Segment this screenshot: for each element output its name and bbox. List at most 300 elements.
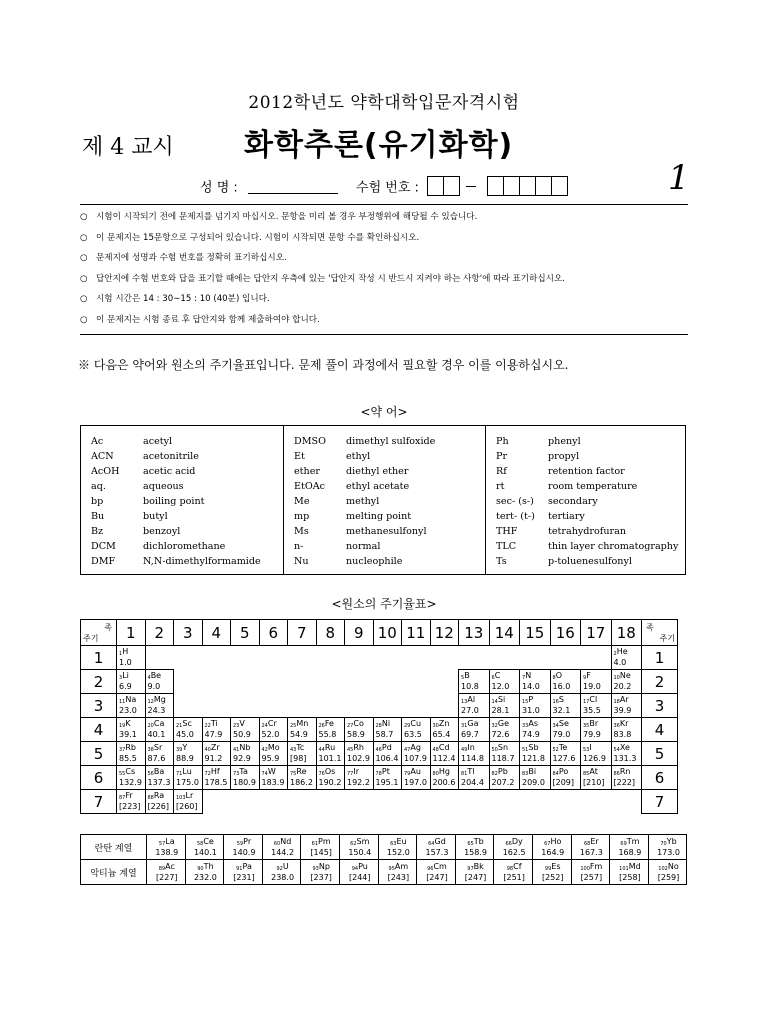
atomic-number: 29 bbox=[404, 723, 411, 729]
group-number: 11 bbox=[402, 620, 431, 646]
atomic-mass: 72.6 bbox=[491, 730, 510, 739]
element-cell bbox=[345, 766, 374, 790]
element-cell bbox=[174, 790, 203, 814]
atomic-number: 101 bbox=[619, 865, 629, 872]
period-header-label: 주기 bbox=[659, 633, 675, 643]
element-cell bbox=[610, 835, 649, 860]
atomic-mass: [209] bbox=[552, 778, 575, 787]
empty-gap bbox=[145, 646, 611, 670]
element-symbol: Rb bbox=[125, 743, 137, 752]
element-cell bbox=[430, 742, 459, 766]
abbreviation-row bbox=[486, 554, 685, 569]
abbreviation-row bbox=[284, 449, 485, 464]
element-cell bbox=[117, 790, 146, 814]
atomic-mass: 140.9 bbox=[232, 847, 256, 857]
atomic-mass: [222] bbox=[613, 778, 636, 787]
element-symbol: Al bbox=[467, 695, 476, 704]
atomic-mass: 95.9 bbox=[261, 754, 280, 763]
atomic-mass: 140.1 bbox=[193, 847, 217, 857]
element-symbol: Os bbox=[324, 767, 336, 776]
abbreviation-key: Bu bbox=[91, 511, 105, 522]
element-symbol: Eu bbox=[396, 836, 407, 846]
left-corner-header bbox=[81, 620, 117, 646]
element-symbol: Cu bbox=[410, 719, 422, 728]
id-label: 수험 번호 : bbox=[356, 180, 419, 196]
abbreviation-key: rt bbox=[496, 481, 505, 492]
element-symbol: As bbox=[528, 719, 539, 728]
abbreviation-key: mp bbox=[294, 511, 310, 522]
atomic-mass: 195.1 bbox=[375, 778, 399, 787]
element-symbol: Mg bbox=[153, 695, 166, 704]
atomic-mass: 107.9 bbox=[404, 754, 427, 763]
period-number: 7 bbox=[642, 790, 678, 814]
element-cell bbox=[262, 835, 301, 860]
instruction-item bbox=[80, 313, 688, 334]
element-symbol: Pm bbox=[318, 836, 331, 846]
atomic-number: 15 bbox=[522, 699, 529, 705]
element-symbol: Pt bbox=[381, 767, 390, 776]
atomic-mass: 138.9 bbox=[155, 847, 179, 857]
element-cell bbox=[611, 766, 642, 790]
element-symbol: Ag bbox=[410, 743, 421, 752]
element-symbol: Zn bbox=[438, 719, 450, 728]
atomic-mass: 65.4 bbox=[432, 730, 451, 739]
period-number: 7 bbox=[81, 790, 117, 814]
atomic-number: 49 bbox=[461, 747, 468, 753]
atomic-number: 92 bbox=[276, 865, 283, 872]
atomic-number: 33 bbox=[522, 723, 529, 729]
atomic-mass: 106.4 bbox=[375, 754, 399, 763]
element-symbol: Rh bbox=[353, 743, 365, 752]
element-cell bbox=[648, 835, 687, 860]
abbreviation-column-2 bbox=[283, 426, 485, 574]
element-cell bbox=[402, 766, 431, 790]
element-cell bbox=[231, 742, 260, 766]
atomic-mass: 180.9 bbox=[233, 778, 256, 787]
element-symbol: B bbox=[464, 671, 470, 680]
element-cell bbox=[185, 835, 224, 860]
id-prefix-boxes[interactable] bbox=[427, 176, 459, 196]
abbreviation-key: Ts bbox=[496, 556, 507, 567]
group-header-label: 족 bbox=[104, 622, 112, 632]
atomic-mass: [251] bbox=[503, 872, 525, 882]
atomic-number: 23 bbox=[233, 723, 240, 729]
instruction-text: 시험 시간은 14 : 30∼15 : 10 (40분) 입니다. bbox=[96, 294, 270, 305]
element-symbol: Lu bbox=[182, 767, 192, 776]
element-cell bbox=[402, 742, 431, 766]
abbreviation-key: DMSO bbox=[294, 436, 326, 447]
name-field[interactable] bbox=[248, 179, 338, 194]
atomic-number: 55 bbox=[119, 771, 126, 777]
group-number: 1 bbox=[117, 620, 146, 646]
abbreviation-meaning: tetrahydrofuran bbox=[548, 526, 627, 537]
atomic-number: 100 bbox=[580, 865, 590, 872]
element-symbol: Co bbox=[353, 719, 364, 728]
abbreviation-key: EtOAc bbox=[294, 481, 326, 492]
atomic-mass: 52.0 bbox=[261, 730, 280, 739]
lanthanide-row bbox=[81, 835, 687, 860]
element-symbol: No bbox=[667, 861, 679, 871]
abbreviation-key: sec- (s-) bbox=[496, 496, 534, 507]
element-symbol: Ge bbox=[497, 719, 509, 728]
atomic-mass: 4.0 bbox=[613, 658, 627, 667]
abbreviation-row bbox=[284, 464, 485, 479]
atomic-mass: 102.9 bbox=[347, 754, 370, 763]
element-cell bbox=[459, 742, 490, 766]
exam-title: 2012학년도 약학대학입문자격시험 bbox=[248, 93, 520, 113]
atomic-mass: 87.6 bbox=[147, 754, 166, 763]
atomic-number: 3 bbox=[119, 675, 123, 681]
abbreviation-row bbox=[486, 524, 685, 539]
atomic-number: 1 bbox=[119, 651, 123, 657]
atomic-mass: 55.8 bbox=[318, 730, 337, 739]
atomic-number: 4 bbox=[147, 675, 151, 681]
atomic-mass: 74.9 bbox=[522, 730, 540, 739]
element-cell bbox=[316, 766, 345, 790]
atomic-number: 44 bbox=[318, 747, 325, 753]
atomic-number: 99 bbox=[544, 865, 552, 872]
element-cell bbox=[610, 860, 649, 885]
element-cell bbox=[648, 860, 687, 885]
atomic-number: 73 bbox=[233, 771, 240, 777]
element-symbol: Fm bbox=[589, 861, 603, 871]
period-row bbox=[81, 718, 678, 742]
group-number: 3 bbox=[174, 620, 203, 646]
element-symbol: Cl bbox=[589, 695, 598, 704]
atomic-number: 7 bbox=[522, 675, 526, 681]
element-cell bbox=[611, 646, 642, 670]
element-symbol: Fr bbox=[125, 791, 133, 800]
instruction-list bbox=[80, 210, 688, 334]
abbreviation-key: Ac bbox=[91, 436, 104, 447]
atomic-mass: 12.0 bbox=[491, 682, 510, 691]
atomic-number: 103 bbox=[176, 795, 186, 801]
atomic-number: 11 bbox=[119, 699, 126, 705]
element-cell bbox=[145, 670, 174, 694]
element-symbol: H bbox=[122, 647, 129, 656]
element-cell bbox=[520, 694, 551, 718]
atomic-mass: 1.0 bbox=[119, 658, 132, 667]
atomic-mass: [243] bbox=[387, 872, 410, 882]
element-symbol: Tl bbox=[467, 767, 475, 776]
element-cell bbox=[316, 742, 345, 766]
atomic-number: 47 bbox=[404, 747, 411, 753]
atomic-number: 12 bbox=[147, 699, 154, 705]
atomic-number: 64 bbox=[428, 840, 435, 847]
atomic-mass: 152.0 bbox=[386, 847, 410, 857]
id-number-boxes[interactable] bbox=[487, 176, 567, 196]
element-cell bbox=[301, 835, 340, 860]
atomic-number: 35 bbox=[583, 723, 590, 729]
element-symbol: W bbox=[267, 767, 276, 776]
element-cell bbox=[489, 742, 520, 766]
element-symbol: Hf bbox=[210, 767, 220, 776]
atomic-mass: [257] bbox=[580, 872, 603, 882]
instruction-text: 시험이 시작되기 전에 문제지를 넘기지 마십시오. 문항을 미리 볼 경우 부정행위에 해당될 수 있습니다. bbox=[96, 212, 478, 222]
element-cell bbox=[174, 766, 203, 790]
abbreviation-key: DMF bbox=[91, 556, 116, 567]
abbreviation-meaning: dimethyl sulfoxide bbox=[346, 436, 436, 447]
element-cell bbox=[532, 835, 571, 860]
atomic-number: 36 bbox=[613, 723, 620, 729]
abbreviation-meaning: acetyl bbox=[143, 436, 173, 447]
period-number: 3 bbox=[81, 694, 117, 718]
element-cell bbox=[345, 718, 374, 742]
atomic-number: 82 bbox=[491, 771, 498, 777]
element-cell bbox=[262, 860, 301, 885]
element-cell bbox=[581, 718, 612, 742]
element-symbol: Nd bbox=[280, 836, 292, 846]
atomic-number: 48 bbox=[432, 747, 439, 753]
abbreviation-key: Pr bbox=[496, 451, 508, 462]
atomic-number: 59 bbox=[236, 840, 244, 847]
instruction-item bbox=[80, 272, 688, 293]
atomic-number: 76 bbox=[318, 771, 325, 777]
abbreviation-row bbox=[284, 494, 485, 509]
atomic-mass: 92.9 bbox=[233, 754, 251, 763]
element-cell bbox=[430, 766, 459, 790]
element-cell bbox=[489, 694, 520, 718]
atomic-mass: 157.3 bbox=[425, 847, 449, 857]
atomic-number: 40 bbox=[204, 747, 211, 753]
atomic-mass: 183.9 bbox=[261, 778, 285, 787]
element-symbol: Re bbox=[296, 767, 307, 776]
period-number: 2 bbox=[81, 670, 117, 694]
element-cell bbox=[550, 766, 581, 790]
element-symbol: Ra bbox=[153, 791, 165, 800]
element-cell bbox=[459, 718, 490, 742]
atomic-number: 87 bbox=[119, 795, 126, 801]
atomic-mass: [210] bbox=[583, 778, 605, 787]
atomic-number: 41 bbox=[233, 747, 240, 753]
element-symbol: F bbox=[586, 671, 591, 680]
bullet-icon: ○ bbox=[80, 232, 88, 243]
abbreviation-row bbox=[284, 554, 485, 569]
abbreviation-meaning: butyl bbox=[143, 511, 168, 522]
abbreviation-key: bp bbox=[91, 496, 104, 507]
period-number: 6 bbox=[81, 766, 117, 790]
element-symbol: Am bbox=[394, 861, 409, 871]
atomic-mass: 85.5 bbox=[119, 754, 137, 763]
period-row bbox=[81, 670, 678, 694]
atomic-mass: 10.8 bbox=[461, 682, 479, 691]
atomic-mass: 232.0 bbox=[193, 872, 217, 882]
element-symbol: He bbox=[616, 647, 628, 656]
element-symbol: Mn bbox=[296, 719, 309, 728]
element-symbol: Fe bbox=[324, 719, 334, 728]
element-cell bbox=[259, 742, 288, 766]
element-symbol: Cm bbox=[433, 861, 447, 871]
atomic-mass: 173.0 bbox=[657, 847, 680, 857]
element-symbol: Dy bbox=[511, 836, 523, 846]
element-symbol: At bbox=[589, 767, 598, 776]
abbreviation-meaning: diethyl ether bbox=[346, 466, 409, 477]
group-number: 9 bbox=[345, 620, 374, 646]
atomic-number: 21 bbox=[176, 723, 183, 729]
element-cell bbox=[611, 670, 642, 694]
intro-note: ※ 다음은 약어와 원소의 주기율표입니다. 문제 풀이 과정에서 필요할 경우 이를 이용하십시오. bbox=[78, 358, 569, 372]
abbreviation-row bbox=[284, 479, 485, 494]
element-symbol: In bbox=[467, 743, 475, 752]
atomic-mass: 112.4 bbox=[432, 754, 456, 763]
element-symbol: Sn bbox=[497, 743, 509, 752]
element-cell bbox=[550, 718, 581, 742]
element-cell bbox=[288, 718, 317, 742]
element-cell bbox=[611, 742, 642, 766]
element-cell bbox=[550, 670, 581, 694]
atomic-mass: [244] bbox=[349, 872, 371, 882]
atomic-number: 88 bbox=[147, 795, 154, 801]
atomic-number: 10 bbox=[613, 675, 620, 681]
element-symbol: Tb bbox=[473, 836, 484, 846]
atomic-mass: [227] bbox=[156, 872, 178, 882]
atomic-number: 8 bbox=[552, 675, 556, 681]
element-symbol: Sc bbox=[182, 719, 192, 728]
element-cell bbox=[259, 718, 288, 742]
abbreviation-row bbox=[486, 464, 685, 479]
atomic-mass: 238.0 bbox=[271, 872, 295, 882]
atomic-number: 9 bbox=[583, 675, 587, 681]
element-symbol: N bbox=[525, 671, 532, 680]
abbreviation-key: Me bbox=[294, 496, 310, 507]
element-cell bbox=[339, 835, 378, 860]
atomic-mass: [223] bbox=[119, 802, 141, 811]
element-cell bbox=[202, 718, 231, 742]
group-header-label: 족 bbox=[646, 622, 654, 632]
element-symbol: Ne bbox=[619, 671, 631, 680]
abbreviation-key: n- bbox=[294, 541, 304, 552]
abbreviation-key: AcOH bbox=[91, 466, 120, 477]
atomic-mass: 192.2 bbox=[347, 778, 370, 787]
atomic-mass: 204.4 bbox=[461, 778, 484, 787]
atomic-number: 91 bbox=[236, 865, 243, 872]
element-symbol: Kr bbox=[619, 719, 629, 728]
element-cell bbox=[145, 742, 174, 766]
element-symbol: Si bbox=[497, 695, 506, 704]
atomic-number: 22 bbox=[204, 723, 211, 729]
period-header-label: 주기 bbox=[83, 633, 99, 643]
atomic-mass: 167.3 bbox=[579, 847, 603, 857]
element-cell bbox=[339, 860, 378, 885]
instruction-item bbox=[80, 210, 688, 231]
atomic-number: 96 bbox=[427, 865, 434, 872]
abbreviation-row bbox=[81, 524, 283, 539]
subject-title: 화학추론(유기화학) bbox=[244, 128, 514, 163]
element-symbol: Ni bbox=[381, 719, 391, 728]
element-cell bbox=[459, 766, 490, 790]
abbreviation-key: Ms bbox=[294, 526, 309, 537]
atomic-mass: 164.9 bbox=[541, 847, 565, 857]
abbreviation-meaning: secondary bbox=[548, 496, 598, 507]
abbreviation-column-3 bbox=[485, 426, 685, 574]
period-number: 1 bbox=[81, 646, 117, 670]
element-symbol: Sr bbox=[153, 743, 163, 752]
element-cell bbox=[571, 835, 610, 860]
atomic-number: 16 bbox=[552, 699, 559, 705]
abbreviation-row bbox=[81, 449, 283, 464]
period-row bbox=[81, 790, 678, 814]
element-cell bbox=[520, 670, 551, 694]
element-symbol: Te bbox=[558, 743, 568, 752]
element-cell bbox=[117, 766, 146, 790]
atomic-number: 18 bbox=[613, 699, 620, 705]
element-cell bbox=[373, 718, 402, 742]
atomic-number: 79 bbox=[404, 771, 411, 777]
period-number: 3 bbox=[642, 694, 678, 718]
element-symbol: Y bbox=[182, 743, 188, 752]
element-symbol: Li bbox=[122, 671, 129, 680]
abbreviation-key: Et bbox=[294, 451, 305, 462]
abbreviation-row bbox=[284, 434, 485, 449]
abbreviation-column-1 bbox=[81, 426, 283, 574]
abbreviation-row bbox=[81, 434, 283, 449]
period-row bbox=[81, 742, 678, 766]
abbreviation-table bbox=[80, 425, 686, 575]
atomic-mass: 186.2 bbox=[290, 778, 313, 787]
element-cell bbox=[373, 742, 402, 766]
name-label: 성 명 : bbox=[200, 180, 238, 196]
atomic-mass: 127.6 bbox=[552, 754, 576, 763]
periodic-table bbox=[80, 619, 678, 814]
group-number: 18 bbox=[611, 620, 642, 646]
element-symbol: U bbox=[282, 861, 289, 871]
element-cell bbox=[489, 718, 520, 742]
atomic-number: 83 bbox=[522, 771, 529, 777]
abbreviation-meaning: retention factor bbox=[548, 466, 625, 477]
atomic-mass: 83.8 bbox=[613, 730, 632, 739]
atomic-mass: 88.9 bbox=[176, 754, 194, 763]
element-symbol: S bbox=[558, 695, 564, 704]
element-symbol: Bi bbox=[528, 767, 537, 776]
atomic-number: 34 bbox=[552, 723, 559, 729]
atomic-mass: [260] bbox=[176, 802, 198, 811]
abbreviation-key: Bz bbox=[91, 526, 104, 537]
element-symbol: Ti bbox=[210, 719, 218, 728]
atomic-mass: 197.0 bbox=[404, 778, 427, 787]
element-cell bbox=[117, 646, 146, 670]
abbreviation-row bbox=[284, 539, 485, 554]
atomic-mass: 137.3 bbox=[147, 778, 171, 787]
element-cell bbox=[611, 718, 642, 742]
atomic-mass: 150.4 bbox=[348, 847, 372, 857]
element-symbol: Ta bbox=[239, 767, 248, 776]
element-cell bbox=[455, 860, 494, 885]
atomic-number: 90 bbox=[197, 865, 204, 872]
abbreviation-key: THF bbox=[496, 526, 518, 537]
instruction-text: 이 문제지는 시험 종료 후 답안지와 함께 제출하여야 합니다. bbox=[96, 314, 320, 325]
abbreviation-row bbox=[284, 509, 485, 524]
atomic-number: 57 bbox=[158, 840, 166, 847]
atomic-mass: 209.0 bbox=[522, 778, 545, 787]
instruction-text: 문제지에 성명과 수험 번호를 정확히 표기하십시오. bbox=[96, 253, 287, 264]
atomic-number: 72 bbox=[204, 771, 211, 777]
group-number: 14 bbox=[489, 620, 520, 646]
atomic-mass: 58.7 bbox=[375, 730, 394, 739]
atomic-number: 17 bbox=[583, 699, 590, 705]
abbreviation-key: aq. bbox=[91, 481, 106, 492]
element-symbol: Th bbox=[203, 861, 214, 871]
element-cell bbox=[520, 742, 551, 766]
atomic-number: 46 bbox=[375, 747, 382, 753]
element-symbol: Ca bbox=[153, 719, 165, 728]
element-symbol: C bbox=[494, 671, 501, 680]
group-number: 12 bbox=[430, 620, 459, 646]
atomic-number: 20 bbox=[147, 723, 154, 729]
atomic-mass: 23.0 bbox=[119, 706, 137, 715]
element-cell bbox=[174, 718, 203, 742]
element-symbol: P bbox=[528, 695, 534, 704]
period-number: 5 bbox=[642, 742, 678, 766]
